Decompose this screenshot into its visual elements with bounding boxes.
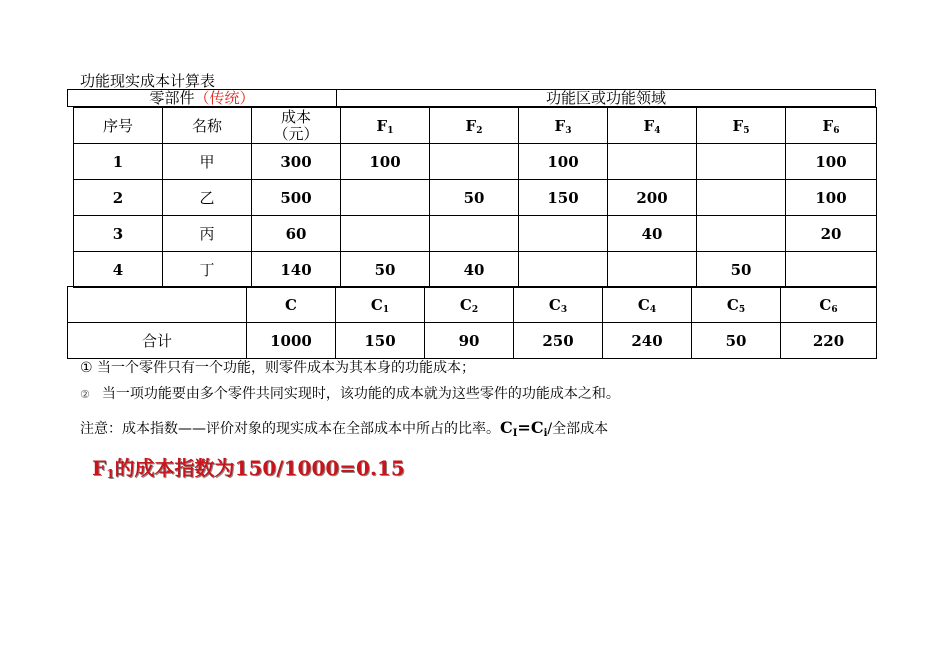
row-f5 <box>697 180 786 216</box>
parts-cost-table <box>73 107 877 288</box>
note-cost-index-text: 注意：成本指数——评价对象的现实成本在全部成本中所占的比率。 <box>80 421 500 437</box>
row-cost: 60 <box>252 216 341 252</box>
note-two <box>80 385 620 404</box>
parts-label: 零部件 <box>149 89 195 107</box>
f4-header: $F_4$ <box>608 108 697 144</box>
row-seq: 2 <box>74 180 163 216</box>
seq-header: 序号 <box>74 108 163 144</box>
page-title: 功能现实成本计算表 <box>80 72 216 90</box>
row-f1: 100 <box>341 144 430 180</box>
note-two-text: 当一项功能要由多个零件共同实现时，该功能的成本就为这些零件的功能成本之和。 <box>101 386 620 402</box>
note-two-marker: ② <box>80 388 90 401</box>
row-f6: 100 <box>786 144 877 180</box>
note-one: ① 当一个零件只有一个功能，则零件成本为其本身的功能成本； <box>80 360 475 376</box>
table-row <box>74 216 877 252</box>
row-f2 <box>430 144 519 180</box>
table-group-header <box>67 89 876 107</box>
row-name: 甲 <box>163 144 252 180</box>
row-f6: 20 <box>786 216 877 252</box>
row-f3 <box>519 216 608 252</box>
total-c5: 50 <box>692 323 781 359</box>
row-f6 <box>786 252 877 288</box>
parts-note: （传统） <box>194 89 255 107</box>
f3-header: $F_3$ <box>519 108 608 144</box>
total-c1: 150 <box>336 323 425 359</box>
row-f3 <box>519 252 608 288</box>
row-f6: 100 <box>786 180 877 216</box>
row-f5 <box>697 144 786 180</box>
row-f3: 100 <box>519 144 608 180</box>
totals-header-row <box>68 287 877 323</box>
row-seq: 3 <box>74 216 163 252</box>
row-name: 丁 <box>163 252 252 288</box>
f5-header: $F_5$ <box>697 108 786 144</box>
row-f4 <box>608 252 697 288</box>
totals-corner <box>68 287 247 323</box>
row-f4 <box>608 144 697 180</box>
row-f1 <box>341 180 430 216</box>
table-row <box>74 144 877 180</box>
row-cost: 500 <box>252 180 341 216</box>
totals-row <box>68 323 877 359</box>
table-row <box>74 180 877 216</box>
row-f4: 40 <box>608 216 697 252</box>
totals-table <box>67 286 877 359</box>
column-header-row <box>74 108 877 144</box>
name-header: 名称 <box>163 108 252 144</box>
row-name: 乙 <box>163 180 252 216</box>
c2-header: $C_2$ <box>425 287 514 323</box>
total-c6: 220 <box>781 323 877 359</box>
c1-header: $C_1$ <box>336 287 425 323</box>
row-f5: 50 <box>697 252 786 288</box>
note-cost-index <box>80 419 608 440</box>
row-name: 丙 <box>163 216 252 252</box>
total-cost: 1000 <box>247 323 336 359</box>
c-header: C <box>247 287 336 323</box>
row-seq: 1 <box>74 144 163 180</box>
c4-header: $C_4$ <box>603 287 692 323</box>
row-f1: 50 <box>341 252 430 288</box>
table-row <box>74 252 877 288</box>
formula-tail: /全部成本 <box>547 421 609 437</box>
row-f3: 150 <box>519 180 608 216</box>
total-c2: 90 <box>425 323 514 359</box>
row-f1 <box>341 216 430 252</box>
row-cost: 300 <box>252 144 341 180</box>
c5-header: $C_5$ <box>692 287 781 323</box>
totals-label: 合计 <box>68 323 247 359</box>
row-seq: 4 <box>74 252 163 288</box>
total-c3: 250 <box>514 323 603 359</box>
cost-header: 成本 （元） <box>252 108 341 144</box>
row-f2: 40 <box>430 252 519 288</box>
function-header: 功能区或功能领域 <box>545 89 666 107</box>
row-cost: 140 <box>252 252 341 288</box>
example-result: $F_1$的成本指数为150/1000=0.15 <box>92 456 405 481</box>
row-f4: 200 <box>608 180 697 216</box>
f1-header: $F_1$ <box>341 108 430 144</box>
row-f5 <box>697 216 786 252</box>
c3-header: $C_3$ <box>514 287 603 323</box>
parts-header <box>68 90 337 106</box>
f6-header: $F_6$ <box>786 108 877 144</box>
f2-header: $F_2$ <box>430 108 519 144</box>
cost-index-formula: $C_I=C_i$ <box>500 418 548 439</box>
row-f2: 50 <box>430 180 519 216</box>
row-f2 <box>430 216 519 252</box>
c6-header: $C_6$ <box>781 287 877 323</box>
total-c4: 240 <box>603 323 692 359</box>
